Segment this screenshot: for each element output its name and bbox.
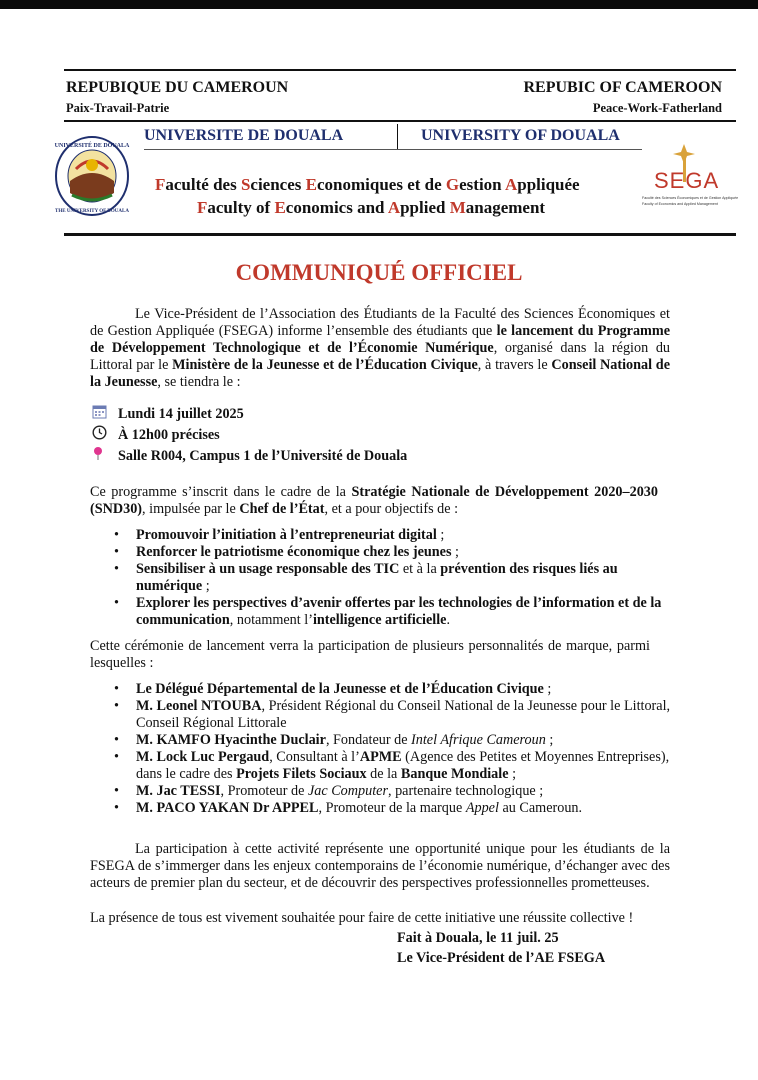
faculty-en-part: anagement [465, 198, 546, 217]
document-title: COMMUNIQUÉ OFFICIEL [235, 260, 523, 285]
guest-company: Jac Computer [307, 783, 388, 799]
faculty-fr-part: estion [459, 175, 505, 194]
ceremony-paragraph: Cette cérémonie de lancement verra la participation de plusieurs personnalités de marque, parmi lesquelles : [90, 638, 650, 671]
objective-item [112, 561, 672, 595]
objective-text: et à la [399, 561, 441, 577]
guest-text: , Consultant à l’ [269, 749, 360, 765]
faculty-fr-part: S [240, 175, 251, 194]
event-place-text: Salle R004, Campus 1 de l’Université de Douala [118, 447, 408, 464]
faculty-en-part: A [387, 198, 401, 217]
objective-bold: Explorer les perspectives d’avenir offertes par les technologies de l’information et de la communication [136, 595, 662, 628]
guest-company: Intel Afrique Cameroun [411, 732, 546, 748]
svg-text:THE UNIVERSITY OF DOUALA: THE UNIVERSITY OF DOUALA [55, 209, 129, 214]
guest-org: Projets Filets Sociaux [236, 766, 367, 782]
objective-bold: intelligence artificielle [312, 612, 447, 628]
ministry-name: Ministère de la Jeunesse et de l’Éducation Civique [172, 357, 478, 373]
header-top-rule [64, 69, 736, 71]
closing-paragraph: La participation à cette activité représente une opportunité unique pour les étudiants de la FSEGA de s’immerger dans les enjeux contemporains de l’économie numérique, d’échanger avec des acteurs de premier plan du secteur, et de découvrir des perspectives professionnelles prometteuses. [90, 841, 670, 891]
motto-fr: Paix-Travail-Patrie [66, 101, 170, 115]
objective-text: . [446, 612, 451, 628]
snd30-name: Stratégie Nationale de Développement 2020–2030 (SND30) [90, 484, 658, 517]
guest-name: M. Lock Luc Pergaud [136, 749, 270, 765]
faculty-fr-part: ciences [250, 175, 306, 194]
event-time-text: À 12h00 précises [118, 426, 220, 443]
objective-text: ; [451, 544, 459, 560]
guest-org: Banque Mondiale [400, 766, 509, 782]
guest-text: , Promoteur de la marque [318, 800, 466, 816]
faculty-name-en [197, 198, 545, 218]
guest-item [112, 749, 672, 783]
faculty-en-part: F [197, 198, 208, 217]
closing-wish: La présence de tous est vivement souhaitée pour faire de cette initiative une réussite collective ! [90, 910, 634, 926]
guest-item [112, 681, 672, 698]
intro-text: , se tiendra le : [157, 374, 241, 390]
programme-text: Ce programme s’inscrit dans le cadre de la [90, 484, 352, 500]
intro-paragraph [90, 306, 670, 391]
faculty-en-part: pplied [400, 198, 450, 217]
pin-icon [92, 446, 110, 466]
guest-name: M. PACO YAKAN Dr APPEL [136, 800, 319, 816]
guest-text: ; [508, 766, 517, 782]
objective-text: , notamment l’ [229, 612, 313, 628]
intro-text: Le Vice-Président de l’Association des Étudiants de la Faculté des Sciences Économiques et de Gestion Appliquée (FSEGA) informe l’ensemble des étudiants que [90, 306, 670, 339]
motto-en: Peace-Work-Fatherland [592, 101, 722, 115]
guest-item [112, 783, 672, 800]
country-en: REPUBIC OF CAMEROON [523, 79, 722, 96]
guest-text: , Fondateur de [325, 732, 412, 748]
objective-bold: Promouvoir l’initiation à l’entrepreneuriat digital [136, 527, 437, 543]
guest-org: APME [359, 749, 402, 765]
objective-bold: Renforcer le patriotisme économique chez les jeunes [136, 544, 452, 560]
university-seal [54, 135, 130, 217]
faculty-en-part: M [449, 198, 466, 217]
objective-item [112, 527, 672, 544]
guest-name: M. Jac TESSI [136, 783, 221, 799]
university-divider [397, 124, 398, 150]
fsega-logo [640, 142, 739, 214]
header-bottom-rule [64, 233, 736, 236]
university-fr: UNIVERSITE DE DOUALA [144, 127, 344, 144]
guest-text: (Agence des Petites et Moyennes Entreprises), dans le cadre des [136, 749, 670, 782]
faculty-fr-part: G [445, 175, 460, 194]
faculty-en-part: E [274, 198, 286, 217]
university-en: UNIVERSITY OF DOUALA [421, 127, 620, 144]
faculty-name-fr [155, 175, 580, 195]
objectives-list [112, 527, 672, 629]
programme-paragraph [90, 484, 658, 518]
guest-text: ; [545, 732, 554, 748]
guest-text: , Promoteur de [220, 783, 308, 799]
faculty-fr-part: F [155, 175, 166, 194]
programme-name: le lancement du Programme de Développement Technologique et de l’Économie Numérique [90, 323, 670, 356]
intro-text: , à travers le [477, 357, 552, 373]
fsega-logo-sub-fr: Faculté des Sciences Économiques et de Gestion Appliquée [642, 196, 739, 200]
programme-text: , et a pour objectifs de : [324, 501, 459, 517]
faculty-fr-part: conomiques et de [316, 175, 446, 194]
guest-company: Appel [465, 800, 499, 816]
top-border [0, 0, 758, 9]
guest-item [112, 732, 672, 749]
guest-item [112, 698, 672, 732]
clock-icon [92, 425, 110, 445]
country-fr: REPUBIQUE DU CAMEROUN [66, 79, 289, 96]
faculty-fr-part: aculté des [165, 175, 241, 194]
guest-name: M. KAMFO Hyacinthe Duclair [136, 732, 326, 748]
university-underline [144, 149, 642, 150]
event-date-text: Lundi 14 juillet 2025 [118, 405, 244, 422]
signature-signer: Le Vice-Président de l’AE FSEGA [397, 950, 606, 966]
objective-item [112, 544, 672, 561]
faculty-en-part: conomics and [285, 198, 388, 217]
guests-list [112, 681, 672, 817]
signature-place-date: Fait à Douala, le 11 juil. 25 [397, 930, 559, 946]
guest-name: M. Leonel NTOUBA [136, 698, 262, 714]
guest-text: au Cameroun. [498, 800, 583, 816]
objective-item [112, 595, 672, 629]
event-time [92, 425, 220, 445]
faculty-fr-part: A [504, 175, 518, 194]
guest-text: ; [543, 681, 552, 697]
objective-text: ; [436, 527, 445, 543]
council-name: Conseil National de la Jeunesse [90, 357, 670, 390]
faculty-fr-part: E [305, 175, 317, 194]
guest-text: , Président Régional du Conseil National de la Jeunesse pour le Littoral, Conseil Régional Littorale [136, 698, 671, 731]
intro-text: , organisé dans la région du Littoral par le [90, 340, 671, 373]
fsega-logo-text: SEGA [654, 168, 720, 193]
objective-text: ; [202, 578, 210, 594]
event-place [92, 446, 407, 466]
event-date [92, 404, 244, 424]
objective-bold: prévention des risques liés au numérique [136, 561, 618, 594]
fsega-logo-sub-en: Faculty of Economics and Applied Management [642, 202, 718, 206]
guest-name: Le Délégué Départemental de la Jeunesse et de l’Éducation Civique [136, 681, 544, 697]
objective-bold: Sensibiliser à un usage responsable des TIC [136, 561, 400, 577]
guest-item [112, 800, 672, 817]
header-mid-rule [64, 120, 736, 122]
guest-text: , partenaire technologique ; [387, 783, 544, 799]
guest-text: de la [366, 766, 401, 782]
head-of-state: Chef de l’État [239, 501, 325, 517]
calendar-icon [92, 404, 110, 424]
faculty-fr-part: ppliquée [517, 175, 580, 194]
faculty-en-part: aculty of [207, 198, 275, 217]
programme-text: , impulsée par le [142, 501, 240, 517]
svg-text:UNIVERSITÉ DE DOUALA: UNIVERSITÉ DE DOUALA [54, 143, 130, 149]
